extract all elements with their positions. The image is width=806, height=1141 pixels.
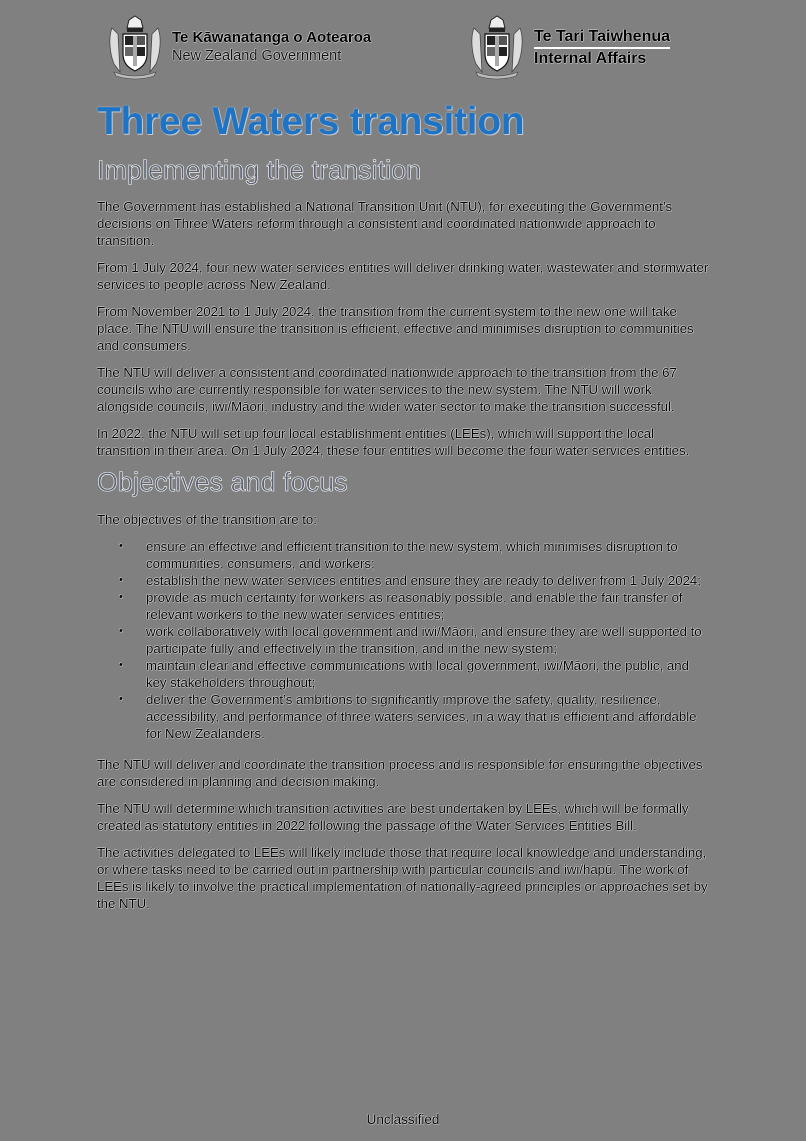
bullet-icon: • xyxy=(119,625,123,637)
section-heading-implementing: Implementing the transition xyxy=(97,155,422,185)
bullet-icon: • xyxy=(119,693,123,705)
list-item: • establish the new water services entities and ensure they are ready to deliver from 1 July 2024; xyxy=(119,573,701,588)
paragraph: From November 2021 to 1 July 2024, the transition from the current system to the new one will take place. The NTU will ensure the transition is efficient, effective and minimises disruption to communities and consumers. xyxy=(97,304,694,353)
paragraph: The activities delegated to LEEs will likely include those that require local knowledge and understanding, or where tasks need to be carried out in partnership with particular councils and iwi/hapū. The work of LEEs is likely to involve the practical implementation of nationally-agreed principles or approaches set by the NTU. xyxy=(97,845,708,911)
nz-coat-of-arms-icon xyxy=(468,14,526,80)
paragraph: The NTU will deliver and coordinate the transition process and is responsible for ensuring the objectives are considered in planning and decision making. xyxy=(97,757,703,789)
paragraph: The NTU will deliver a consistent and coordinated nationwide approach to the transition from the 67 councils who are currently responsible for water services to the new system. The NTU will work alongside councils, iwi/Māori, industry and the wider water sector to make the transition successful. xyxy=(97,365,677,414)
page-header xyxy=(0,14,806,86)
classification-footer: Unclassified xyxy=(366,1112,440,1127)
nz-government-logo xyxy=(106,14,371,80)
paragraph: From 1 July 2024, four new water services entities will deliver drinking water, wastewater and stormwater services to people across New Zealand. xyxy=(97,260,709,292)
internal-affairs-logo xyxy=(468,14,670,80)
dia-logo-english-name: Internal Affairs xyxy=(534,49,647,67)
bullet-icon: • xyxy=(119,540,123,552)
nz-coat-of-arms-icon xyxy=(106,14,164,80)
gov-logo-maori-name: Te Kāwanatanga o Aotearoa xyxy=(172,29,372,46)
paragraph: In 2022, the NTU will set up four local establishment entities (LEEs), which will support the local transition in their area. On 1 July 2024, these four entities will become the four water services entities. xyxy=(97,426,690,458)
paragraph: The NTU will determine which transition activities are best undertaken by LEEs, which will be formally created as statutory entities in 2022 following the passage of the Water Services Entities Bill. xyxy=(97,801,689,833)
objectives-intro: The objectives of the transition are to: xyxy=(97,512,317,527)
bullet-icon: • xyxy=(119,659,123,671)
list-item: • maintain clear and effective communications with local government, iwi/Māori, the public, and key stakeholders throughout; xyxy=(119,658,689,690)
document-title: Three Waters transition xyxy=(97,100,525,143)
list-item: • work collaboratively with local government and iwi/Māori, and ensure they are well supported to participate fully and effectively in the transition, and in the new system; xyxy=(119,624,702,656)
gov-logo-english-name: New Zealand Government xyxy=(172,48,342,64)
paragraph: The Government has established a National Transition Unit (NTU), for executing the Government’s decisions on Three Waters reform through a consistent and coordinated nationwide approach to transition. xyxy=(97,199,673,248)
bullet-icon: • xyxy=(119,574,123,586)
document-body xyxy=(97,98,711,912)
list-item: • provide as much certainty for workers as reasonably possible, and enable the fair transfer of relevant workers to the new water services entities; xyxy=(119,590,683,622)
bullet-icon: • xyxy=(119,591,123,603)
section-heading-objectives: Objectives and focus xyxy=(97,467,348,497)
dia-logo-maori-name: Te Tari Taiwhenua xyxy=(534,27,670,49)
list-item: • deliver the Government’s ambitions to significantly improve the safety, quality, resilience, accessibility, and performance of three waters services, in a way that is efficient and affordable for New Zealanders. xyxy=(119,692,697,741)
objectives-list xyxy=(97,538,711,742)
list-item: • ensure an effective and efficient transition to the new system, which minimises disruption to communities, consumers, and workers; xyxy=(119,539,678,571)
